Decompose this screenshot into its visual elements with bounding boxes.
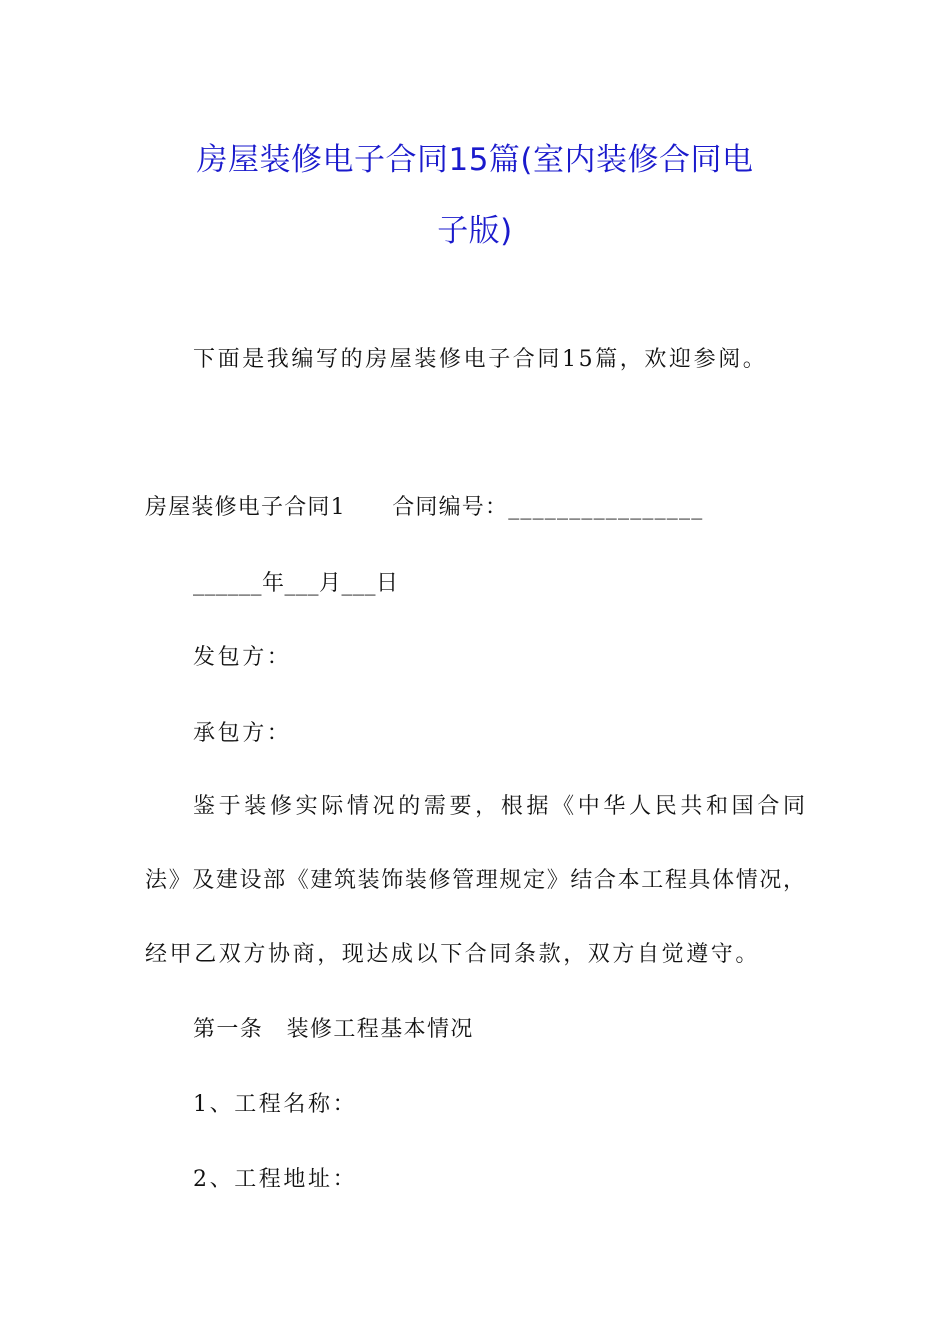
document-title-line-1: 房屋装修电子合同15篇(室内装修合同电 <box>196 142 754 178</box>
preamble-line-1: 鉴于装修实际情况的需要，根据《中华人民共和国合同 <box>193 794 805 819</box>
preamble-line-2: 法》及建设部《建筑装饰装修管理规定》结合本工程具体情况， <box>145 868 805 893</box>
preamble-line-3: 经甲乙双方协商，现达成以下合同条款，双方自觉遵守。 <box>145 942 761 967</box>
contract-heading: 房屋装修电子合同1 合同编号：________________ <box>145 495 704 520</box>
date-line: ______年___月___日 <box>193 571 399 596</box>
party-b-label: 承包方： <box>193 721 292 746</box>
party-a-label: 发包方： <box>193 645 292 670</box>
intro-paragraph: 下面是我编写的房屋装修电子合同15篇，欢迎参阅。 <box>193 347 768 372</box>
document-title-line-2: 子版) <box>437 213 513 249</box>
article-1-heading: 第一条 装修工程基本情况 <box>193 1017 474 1042</box>
item-2-project-address: 2、工程地址： <box>193 1167 358 1192</box>
item-1-project-name: 1、工程名称： <box>193 1092 358 1117</box>
